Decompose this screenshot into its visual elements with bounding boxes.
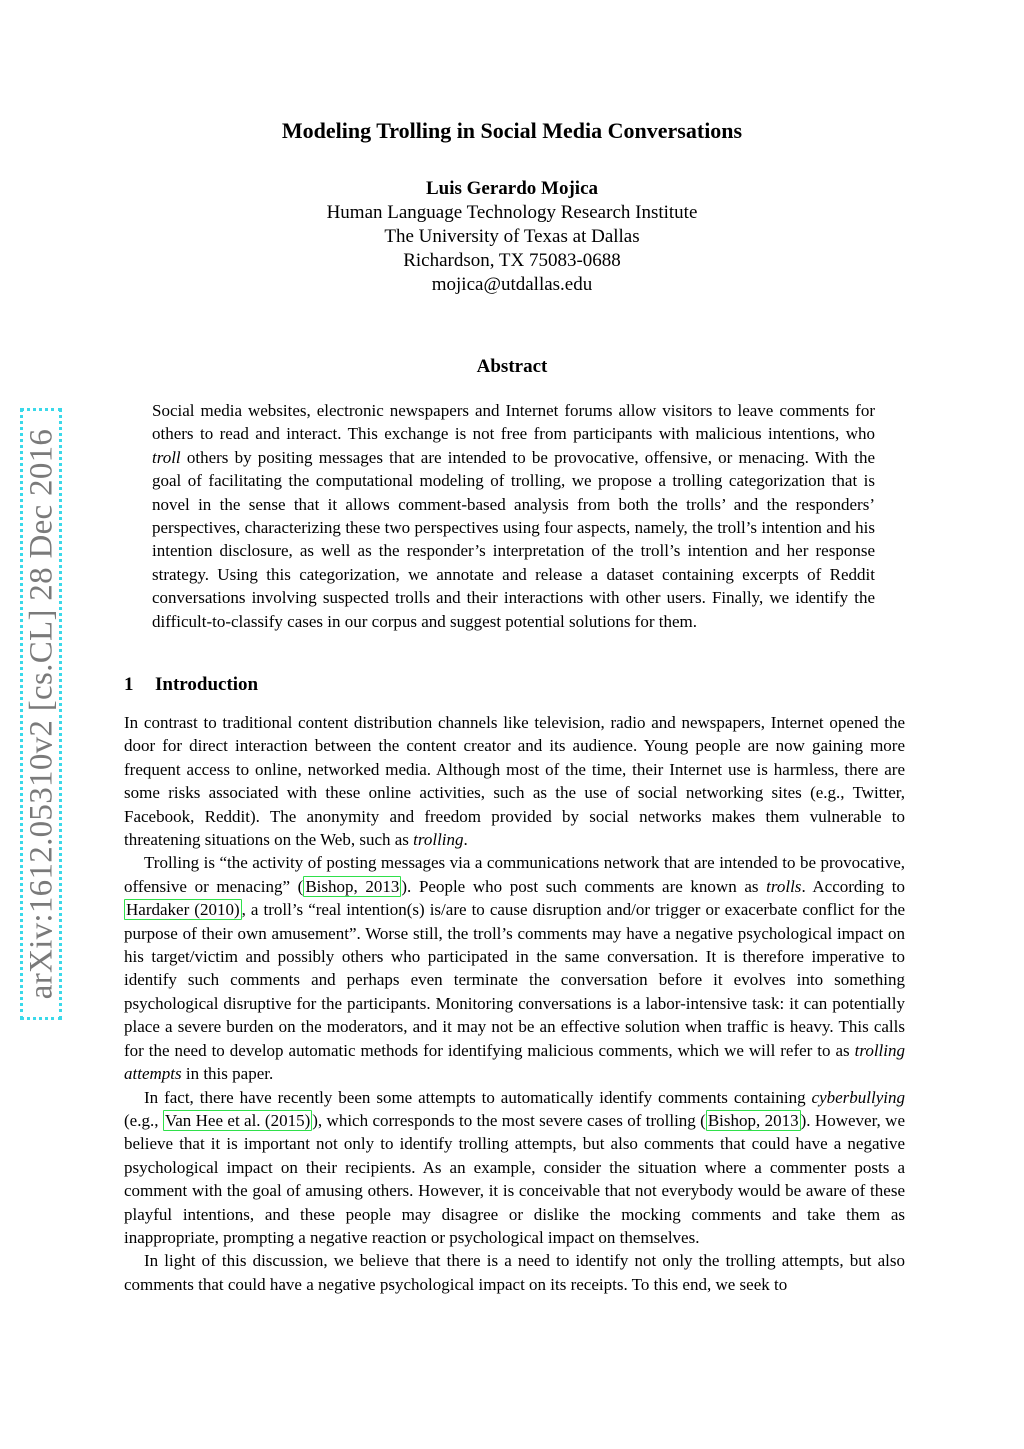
intro-paragraph-4: In light of this discussion, we believe that there is a need to identify not only the trolling attempts, but also comments that could have a negative psychological impact on its receipts. To this end, we seek to xyxy=(124,1251,905,1294)
section-number: 1 xyxy=(124,674,134,695)
author-name: Luis Gerardo Mojica xyxy=(425,178,599,199)
intro-paragraph-3: In fact, there have recently been some attempts to automatically identify comments containing cyberbullying (e.g., Van Hee et al. (2015) ), which corresponds to the most severe cases of trolling ( Bishop, 2013 ). However, we believe that it is important not only to identify trolling attempts, but also comments that could have a negative psychological impact on their recipients. As an example, consider the situation where a commenter posts a comment with the goal of amusing others. However, it is conceivable that not everybody would be aware of these playful intentions, and these people may disagree or dislike the mocking comments and take them as inappropriate, prompting a negative reaction or psychological impact on themselves. xyxy=(124,1087,905,1247)
abstract-emphasis-troll: troll xyxy=(152,447,181,467)
section-title: Introduction xyxy=(155,674,259,695)
author-address: Richardson, TX 75083-0688 xyxy=(403,250,621,271)
section-heading-introduction xyxy=(124,674,258,696)
citation-link[interactable]: Bishop, 2013 xyxy=(707,1110,799,1130)
abstract-heading: Abstract xyxy=(476,356,548,377)
author-affiliation-university: The University of Texas at Dallas xyxy=(384,226,640,247)
arxiv-identifier[interactable]: arXiv:1612.05310v2 [cs.CL] 28 Dec 2016 xyxy=(23,428,60,1000)
intro-paragraph-1: In contrast to traditional content distribution channels like television, radio and newspapers, Internet opened the door for direct interaction between the content creator and its audience. Young people are now gaining more frequent access to online, networked media. Although most of the time, their Internet use is harmless, there are some risks associated with these online activities, such as the use of social networking sites (e.g., Twitter, Facebook, Reddit). The anonymity and freedom provided by social networks makes them vulnerable to threatening situations on the Web, such as trolling. xyxy=(124,713,905,850)
paper-title: Modeling Trolling in Social Media Conversations xyxy=(281,118,743,143)
intro-paragraph-2: Trolling is “the activity of posting messages via a communications network that are intended to be provocative, offensive or menacing” ( Bishop, 2013 ). People who post such comments are known as trolls. According to Hardaker (2010) , a troll’s “real intention(s) is/are to cause disruption and/or trigger or exacerbate conflict for the purpose of their own amusement”. Worse still, the troll’s comments may have a negative psychological impact on his target/victim and possibly others who participated in the same conversation. It is therefore imperative to identify such comments and perhaps even terminate the conversation before it evolves into something psychological disruptive for the participants. Monitoring conversations is a labor-intensive task: it can potentially place a severe burden on the moderators, and it may not be an effective solution when traffic is heavy. This calls for the need to develop automatic methods for identifying malicious comments, which we will refer to as trolling attempts in this paper. xyxy=(124,853,905,1084)
introduction-body xyxy=(124,711,905,1296)
author-email[interactable]: mojica@utdallas.edu xyxy=(431,274,593,295)
author-block xyxy=(0,177,1024,297)
abstract-text: Social media websites, electronic newspapers and Internet forums allow visitors to leave comments for others to read and interact. This exchange is not free from participants with malicious intentions, who troll others by positing messages that are intended to be provocative, offensive, or menacing. With the goal of facilitating the computational modeling of trolling, we propose a trolling categorization that is novel in the sense that it allows comment-based analysis from both the trolls’ and the responders’ perspectives, characterizing these two perspectives using four aspects, namely, the troll’s intention and his intention disclosure, as well as the responder’s interpretation of the troll’s intention and her response strategy. Using this categorization, we annotate and release a dataset containing excerpts of Reddit conversations involving suspected trolls and their interactions with other users. Finally, we identify the difficult-to-classify cases in our corpus and suggest potential solutions for them. xyxy=(152,401,875,631)
citation-link[interactable]: Bishop, 2013 xyxy=(305,876,400,896)
citation-link[interactable]: Hardaker (2010) xyxy=(126,900,240,920)
citation-link[interactable]: Van Hee et al. (2015) xyxy=(164,1110,311,1130)
author-affiliation-institute: Human Language Technology Research Institute xyxy=(326,202,698,223)
